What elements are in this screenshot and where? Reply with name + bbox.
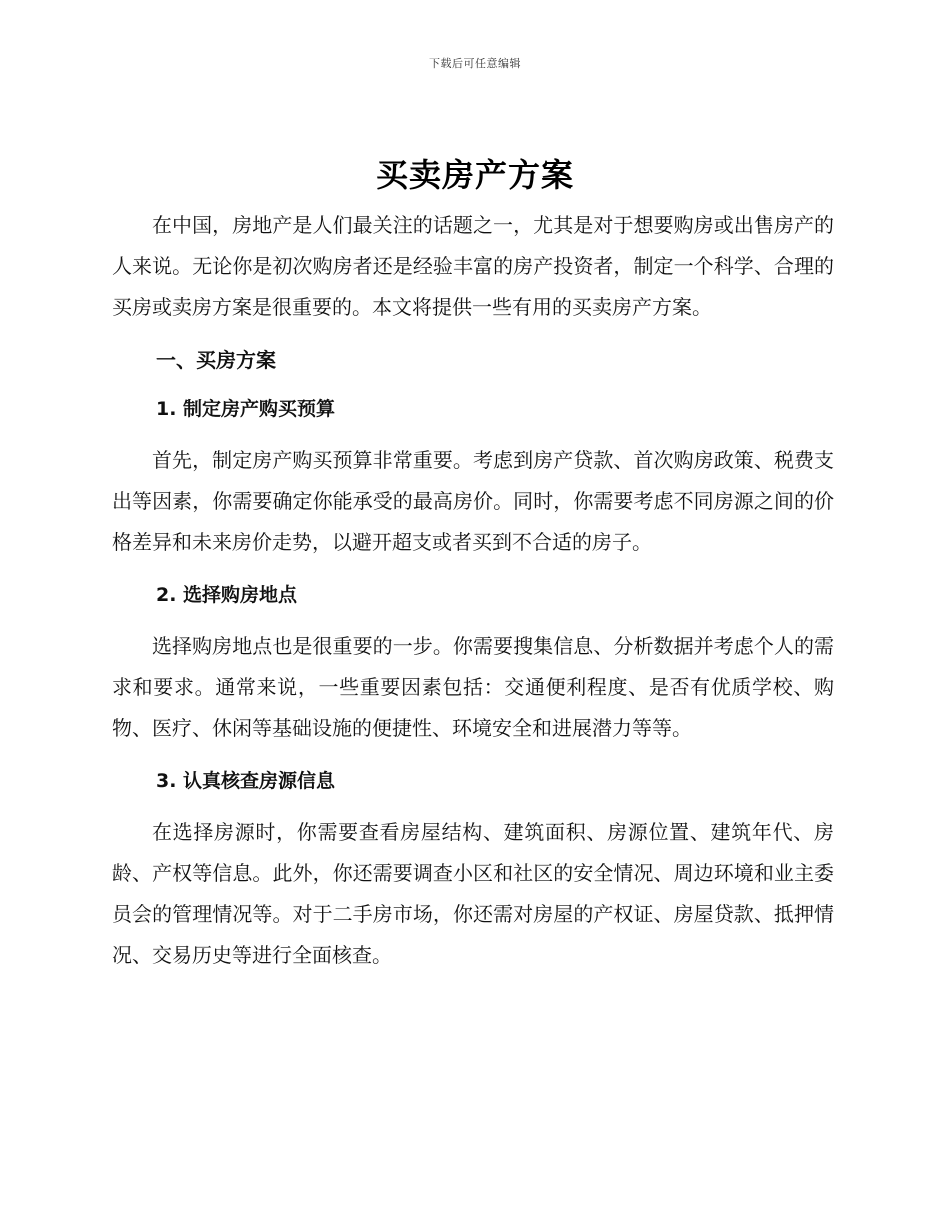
section-heading-buy: 一、买房方案 bbox=[156, 348, 276, 372]
paragraph-location: 选择购房地点也是很重要的一步。你需要搜集信息、分析数据并考虑个人的需求和要求。通常来说，一些重要因素包括：交通便利程度、是否有优质学校、购物、医疗、休闲等基础设施的便捷性、环境安全和进展潜力等等。 bbox=[112, 634, 834, 740]
paragraph-verify: 在选择房源时，你需要查看房屋结构、建筑面积、房源位置、建筑年代、房龄、产权等信息。此外，你还需要调查小区和社区的安全情况、周边环境和业主委员会的管理情况等。对于二手房市场，你还需对房屋的产权证、房屋贷款、抵押情况、交易历史等进行全面核查。 bbox=[112, 820, 834, 967]
intro-paragraph: 在中国，房地产是人们最关注的话题之一，尤其是对于想要购房或出售房产的人来说。无论你是初次购房者还是经验丰富的房产投资者，制定一个科学、合理的买房或卖房方案是很重要的。本文将提供一些有用的买卖房产方案。 bbox=[112, 213, 834, 319]
document-body bbox=[112, 205, 834, 976]
header-note: 下载后可任意编辑 bbox=[429, 57, 521, 70]
page-title: 买卖房产方案 bbox=[375, 156, 574, 194]
subheading-verify: 3. 认真核查房源信息 bbox=[156, 770, 336, 792]
subheading-budget: 1. 制定房产购买预算 bbox=[156, 398, 336, 420]
subheading-location: 2. 选择购房地点 bbox=[156, 584, 298, 606]
paragraph-budget: 首先，制定房产购买预算非常重要。考虑到房产贷款、首次购房政策、税费支出等因素，你需要确定你能承受的最高房价。同时，你需要考虑不同房源之间的价格差异和未来房价走势，以避开超支或者买到不合适的房子。 bbox=[112, 448, 834, 554]
